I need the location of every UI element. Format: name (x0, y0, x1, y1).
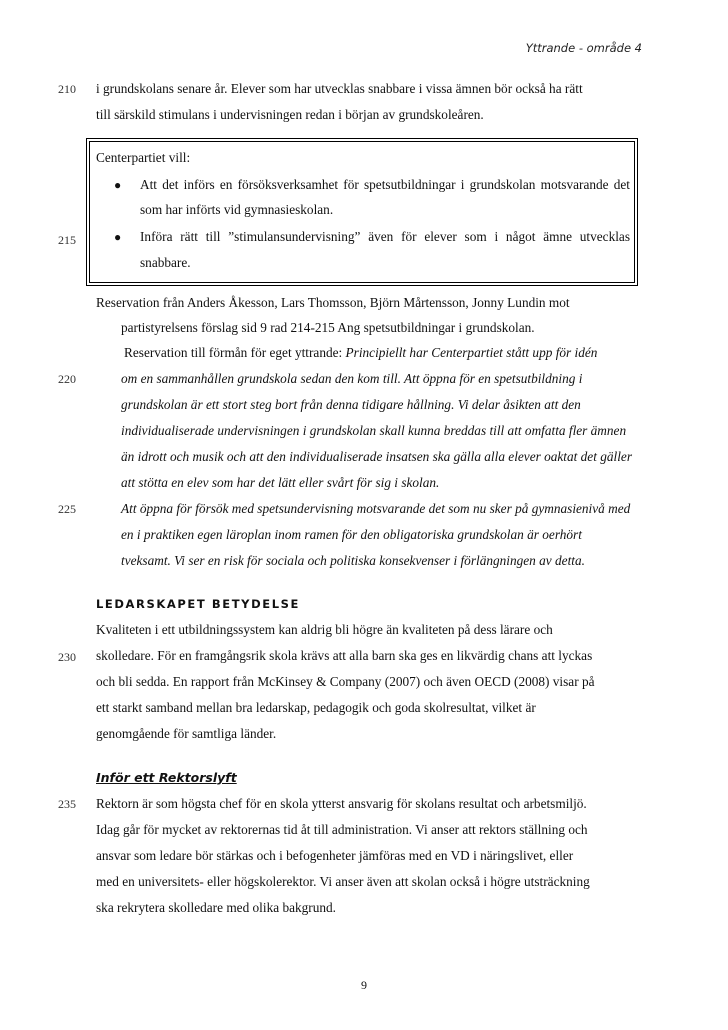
reservation-line-2: partistyrelsens förslag sid 9 rad 214-215 Ang spetsutbildningar i grundskolan. (121, 320, 535, 335)
section-heading-rektorslyft: Inför ett Rektorslyft (96, 770, 237, 785)
line-number-235: 235 (58, 797, 76, 811)
reservation-italic-line: att stötta en elev som har det lätt eller svårt för sig i skolan. (121, 475, 440, 490)
proposal-title: Centerpartiet vill: (96, 150, 191, 165)
page-header: Yttrande - område 4 (525, 41, 642, 55)
section1-line: Kvaliteten i ett utbildningssystem kan aldrig bli högre än kvaliteten på dess lärare och (96, 622, 553, 637)
reservation-italic-line: Att öppna för försök med spetsundervisning motsvarande det som nu sker på gymnasienivå med (121, 501, 631, 516)
section2-line: ansvar som ledare bör stärkas och i befogenheter jämföras med en VD i näringslivet, eller (96, 848, 574, 863)
intro-line-2: till särskild stimulans i undervisningen redan i början av grundskoleåren. (96, 107, 484, 122)
page-number: 9 (361, 978, 367, 992)
proposal-box (89, 141, 635, 283)
proposal-item-2-line-1: Införa rätt till ”stimulansundervisning” även för elever som i något ämne utvecklas (140, 229, 630, 244)
proposal-item-1-line-2: som har införts vid gymnasieskolan. (140, 202, 334, 217)
section1-line: och bli sedda. En rapport från McKinsey & Company (2007) och även OECD (2008) visar på (96, 674, 595, 689)
section2-line: med en universitets- eller högskolerektor. Vi anser även att skolan också i högre utsträckning (96, 874, 590, 889)
line-number-225: 225 (58, 502, 76, 516)
proposal-item-1-line-1: Att det införs en försöksverksamhet för spetsutbildningar i grundskolan motsvarande det (140, 177, 630, 192)
reservation-line-1: Reservation från Anders Åkesson, Lars Thomsson, Björn Mårtensson, Jonny Lundin mot (96, 295, 570, 310)
reservation-italic-start: Principiellt har Centerpartiet stått upp för idén (345, 345, 598, 360)
section2-line: Idag går för mycket av rektorernas tid åt till administration. Vi anser att rektors ställning och (96, 822, 588, 837)
proposal-item-2-line-2: snabbare. (140, 255, 191, 270)
line-number-220: 220 (58, 372, 76, 386)
line-number-215: 215 (58, 233, 76, 247)
reservation-italic-line: om en sammanhållen grundskola sedan den kom till. Att öppna för en spetsutbildning i (121, 371, 583, 386)
bullet-icon: ● (114, 230, 122, 244)
reservation-line-3 (124, 345, 597, 361)
section1-line: genomgående för samtliga länder. (96, 726, 277, 741)
reservation-italic-line: tveksamt. Vi ser en risk för sociala och politiska konsekvenser i förlängningen av detta. (121, 553, 585, 568)
bullet-icon: ● (114, 178, 122, 192)
section1-line: skolledare. För en framgångsrik skola krävs att alla barn ska ges en likvärdig chans att lyckas (96, 648, 593, 663)
section2-line: ska rekrytera skolledare med olika bakgrund. (96, 900, 336, 915)
section1-line: ett starkt samband mellan bra ledarskap, pedagogik och goda skolresultat, vilket är (96, 700, 536, 715)
line-number-230: 230 (58, 650, 76, 664)
reservation-italic-line: grundskolan är ett stort steg bort från denna tidigare hållning. Vi delar åsikten att den (121, 397, 581, 412)
reservation-prefix: Reservation till förmån för eget yttrande: (124, 345, 346, 360)
section-heading-leadership: LEDARSKAPET BETYDELSE (96, 597, 300, 611)
reservation-italic-line: individualiserade undervisningen i grundskolan skall kunna breddas till att omfatta fler ämnen (121, 423, 627, 438)
reservation-italic-line: än idrott och musik och att den individualiserade insatsen ska gälla alla elever oaktat det gäller (121, 449, 632, 464)
reservation-italic-line: en i praktiken egen läroplan inom ramen för den obligatoriska grundskolan är oerhört (121, 527, 582, 542)
intro-line-1: i grundskolans senare år. Elever som har utvecklas snabbare i vissa ämnen bör också ha rätt (96, 81, 583, 96)
section2-line: Rektorn är som högsta chef för en skola ytterst ansvarig för skolans resultat och arbetsmiljö. (96, 796, 587, 811)
line-number-210: 210 (58, 82, 76, 96)
